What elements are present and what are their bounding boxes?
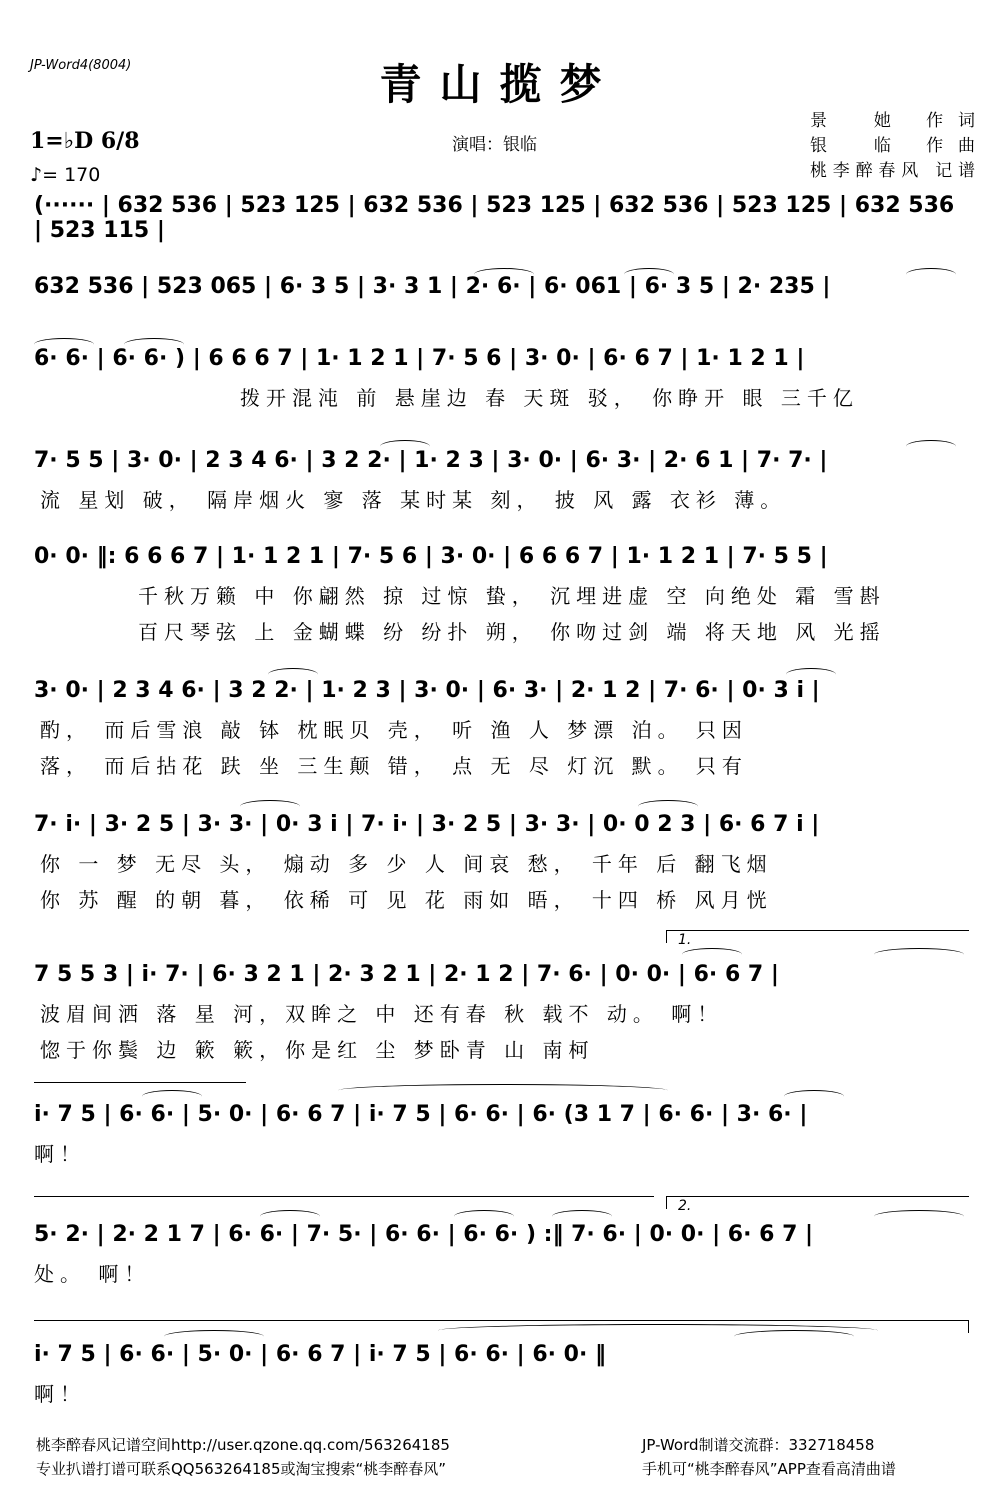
notation-line: 632 536 | 523 065 | 6· 3 5 | 3· 3 1 | 2· 6· | 6· 061 | 6· 3 5 | 2· 235 | — [34, 273, 831, 299]
footer-group: JP-Word制谱交流群：332718458 — [642, 1436, 875, 1454]
notation-line: i· 7 5 | 6· 6· | 5· 0· | 6· 6 7 | i· 7 5 | 6· 6· | 6· (3 1 7 | 6· 6· | 3· 6· | — [34, 1101, 808, 1127]
lyric-text: 惚于你鬓 边 簌 簌，你是红 尘 梦卧青 山 南柯 — [40, 1038, 595, 1062]
notation-line: (······ | 632 536 | 523 125 | 632 536 | 523 125 | 632 536 | 523 125 | 632 536 | 523 115 | — [34, 193, 955, 243]
lyric-text: 你 苏 醒 的朝 暮， 依稀 可 见 花 雨如 晤， 十四 桥 风月恍 — [40, 888, 773, 912]
tempo-marking: ♪= 170 — [30, 164, 101, 186]
notation-line: 6· 6· | 6· 6· ) | 6 6 6 7 | 1· 1 2 1 | 7· 5 6 | 3· 0· | 6· 6 7 | 1· 1 2 1 | — [34, 345, 805, 371]
lyric-text: 啊！ — [34, 1142, 86, 1166]
lyric-text: 落， 而后拈花 趺 坐 三生颠 错， 点 无 尽 灯沉 默。 只有 — [40, 754, 748, 778]
lyric-text: 百尺琴弦 上 金蝴蝶 纷 纷扑 朔， 你吻过剑 端 将天地 风 光摇 — [138, 620, 886, 644]
footer-website: 桃李醉春风记谱空间http://user.qzone.qq.com/563264185 — [36, 1436, 450, 1454]
lyricist-credit: 景 她 作词 — [810, 111, 975, 131]
transcriber-credit: 桃李醉春风 记谱 — [810, 161, 975, 181]
footer-app: 手机可“桃李醉春风”APP查看高清曲谱 — [642, 1460, 896, 1478]
first-ending-bracket — [666, 930, 969, 943]
lyric-text: 啊！ — [34, 1382, 86, 1406]
notation-line: 3· 0· | 2 3 4 6· | 3 2 2· | 1· 2 3 | 3· 0· | 6· 3· | 2· 1 2 | 7· 6· | 0· 3 i | — [34, 677, 820, 703]
notation-line: 5· 2· | 2· 2 1 7 | 6· 6· | 7· 5· | 6· 6· | 6· 6· ) :‖ 7· 6· | 0· 0· | 6· 6 7 | — [34, 1221, 814, 1247]
notation-line: 0· 0· ‖: 6 6 6 7 | 1· 1 2 1 | 7· 5 6 | 3· 0· | 6 6 6 7 | 1· 1 2 1 | 7· 5 5 | — [34, 543, 828, 569]
notation-line: 7· i· | 3· 2 5 | 3· 3· | 0· 3 i | 7· i· | 3· 2 5 | 3· 3· | 0· 0 2 3 | 6· 6 7 i | — [34, 811, 820, 837]
singer-credit: 演唱：银临 — [452, 135, 537, 155]
lyric-text: 你 一 梦 无尽 头， 煽动 多 少 人 间哀 愁， 千年 后 翻飞烟 — [40, 852, 773, 876]
second-ending-label: 2. — [678, 1198, 692, 1214]
footer-contact: 专业扒谱打谱可联系QQ563264185或淘宝搜索“桃李醉春风” — [36, 1460, 447, 1478]
lyric-text: 波眉间洒 落 星 河，双眸之 中 还有春 秋 载不 动。 啊！ — [40, 1002, 724, 1026]
first-ending-label: 1. — [678, 932, 692, 948]
composer-credit: 银 临 作曲 — [810, 136, 975, 156]
lyric-text: 酌， 而后雪浪 敲 钵 枕眠贝 壳， 听 渔 人 梦漂 泊。 只因 — [40, 718, 748, 742]
lyric-text: 千秋万籁 中 你翩然 掠 过惊 蛰， 沉埋进虚 空 向绝处 霜 雪斟 — [138, 584, 886, 608]
key-signature: 1=♭D 6/8 — [30, 128, 140, 154]
repeat-section-bracket — [34, 1196, 654, 1209]
notation-line: i· 7 5 | 6· 6· | 5· 0· | 6· 6 7 | i· 7 5 | 6· 6· | 6· 0· ‖ — [34, 1341, 606, 1367]
lyric-text: 处。 啊！ — [34, 1262, 151, 1286]
song-title: 青山揽梦 — [379, 60, 620, 109]
software-version: JP-Word4(8004) — [30, 58, 132, 73]
notation-line: 7· 5 5 | 3· 0· | 2 3 4 6· | 3 2 2· | 1· 2 3 | 3· 0· | 6· 3· | 2· 6 1 | 7· 7· | — [34, 447, 828, 473]
lyric-text: 拨开混沌 前 悬崖边 春 天斑 驳， 你睁开 眼 三千亿 — [240, 386, 859, 410]
lyric-text: 流 星划 破， 隔岸烟火 寥 落 某时某 刻， 披 风 露 衣衫 薄。 — [40, 488, 787, 512]
second-ending-bracket — [666, 1196, 969, 1209]
notation-line: 7 5 5 3 | i· 7· | 6· 3 2 1 | 2· 3 2 1 | 2· 1 2 | 7· 6· | 0· 0· | 6· 6 7 | — [34, 961, 779, 987]
